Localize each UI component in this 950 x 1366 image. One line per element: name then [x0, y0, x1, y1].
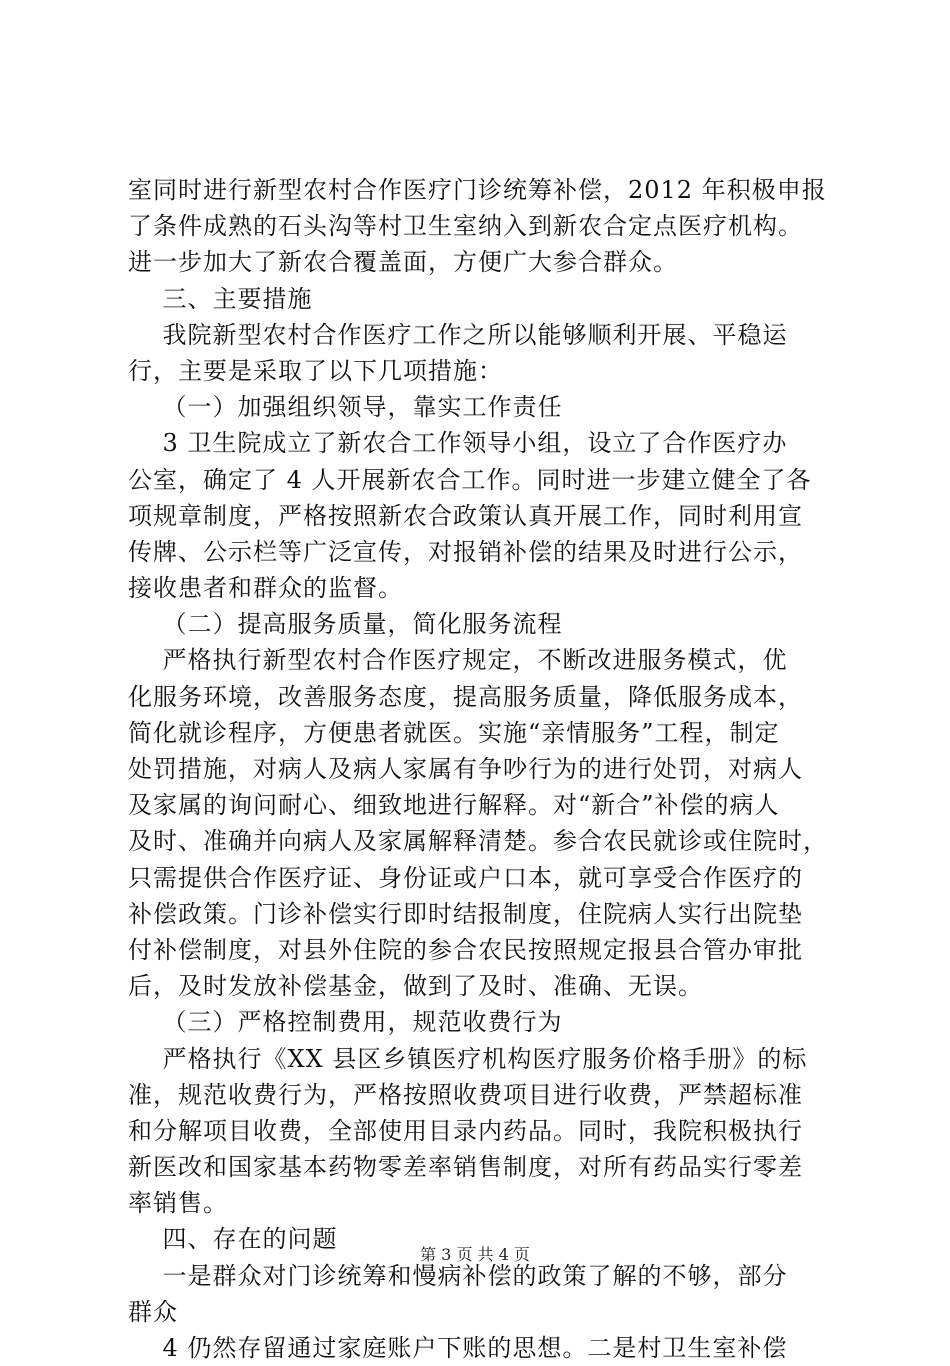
text-line: 四、存在的问题 [128, 1225, 338, 1254]
text-line: 三、主要措施 [128, 284, 313, 313]
text-line: 一是群众对门诊统筹和慢病补偿的政策了解的不够，部分 [128, 1261, 788, 1290]
text-line: 准，规范收费行为，严格按照收费项目进行收费，严禁超标准 [128, 1080, 803, 1109]
text-line: 群众 [128, 1297, 178, 1326]
text-line: （二）提高服务质量，简化服务流程 [128, 610, 563, 639]
text-line: 室同时进行新型农村合作医疗门诊统筹补偿，2012 年积极申报 [128, 176, 827, 204]
text-line: 及时、准确并向病人及家属解释清楚。参合农民就诊或住院时， [128, 827, 828, 856]
text-line: 后，及时发放补偿基金，做到了及时、准确、无误。 [128, 972, 703, 1001]
text-line: 进一步加大了新农合覆盖面，方便广大参合群众。 [128, 248, 678, 277]
text-line: 接收患者和群众的监督。 [128, 574, 403, 603]
text-line: 我院新型农村合作医疗工作之所以能够顺利开展、平稳运 [128, 320, 788, 349]
text-line: 传牌、公示栏等广泛宣传，对报销补偿的结果及时进行公示， [128, 537, 803, 566]
text-line: 公室，确定了 4 人开展新农合工作。同时进一步建立健全了各 [128, 465, 812, 494]
text-line: 处罚措施，对病人及病人家属有争吵行为的进行处罚，对病人 [128, 755, 803, 783]
text-line: 补偿政策。门诊补偿实行即时结报制度，住院病人实行出院垫 [128, 899, 803, 928]
text-line: 化服务环境，改善服务态度，提高服务质量，降低服务成本， [128, 682, 803, 711]
text-line: 只需提供合作医疗证、身份证或户口本，就可享受合作医疗的 [128, 863, 803, 892]
text-line: 简化就诊程序，方便患者就医。实施“亲情服务”工程，制定 [128, 718, 780, 747]
text-line: （三）严格控制费用，规范收费行为 [128, 1008, 563, 1037]
text-line: 新医改和国家基本药物零差率销售制度，对所有药品实行零差 [128, 1153, 803, 1182]
text-line: 3 卫生院成立了新农合工作领导小组，设立了合作医疗办 [128, 429, 788, 458]
text-line: 行，主要是采取了以下几项措施： [128, 356, 503, 385]
text-line: 严格执行《XX 县区乡镇医疗机构医疗服务价格手册》的标 [128, 1044, 808, 1073]
text-line: 及家属的询问耐心、细致地进行解释。对“新合”补偿的病人 [128, 791, 780, 820]
text-line: 4 仍然存留通过家庭账户下账的思想。二是村卫生室补偿 [128, 1334, 788, 1362]
body-text [128, 172, 848, 1366]
text-line: 严格执行新型农村合作医疗规定，不断改进服务模式，优 [128, 646, 788, 675]
text-line: 付补偿制度，对县外住院的参合农民按照规定报县合管办审批 [128, 935, 803, 964]
text-line: 率销售。 [128, 1189, 228, 1218]
text-line: 项规章制度，严格按照新农合政策认真开展工作，同时利用宣 [128, 501, 803, 530]
text-line: （一）加强组织领导，靠实工作责任 [128, 393, 563, 422]
text-line: 了条件成熟的石头沟等村卫生室纳入到新农合定点医疗机构。 [128, 212, 803, 241]
page-footer: 第 3 页 共 4 页 [420, 1245, 530, 1264]
text-line: 和分解项目收费，全部使用目录内药品。同时，我院积极执行 [128, 1116, 803, 1145]
